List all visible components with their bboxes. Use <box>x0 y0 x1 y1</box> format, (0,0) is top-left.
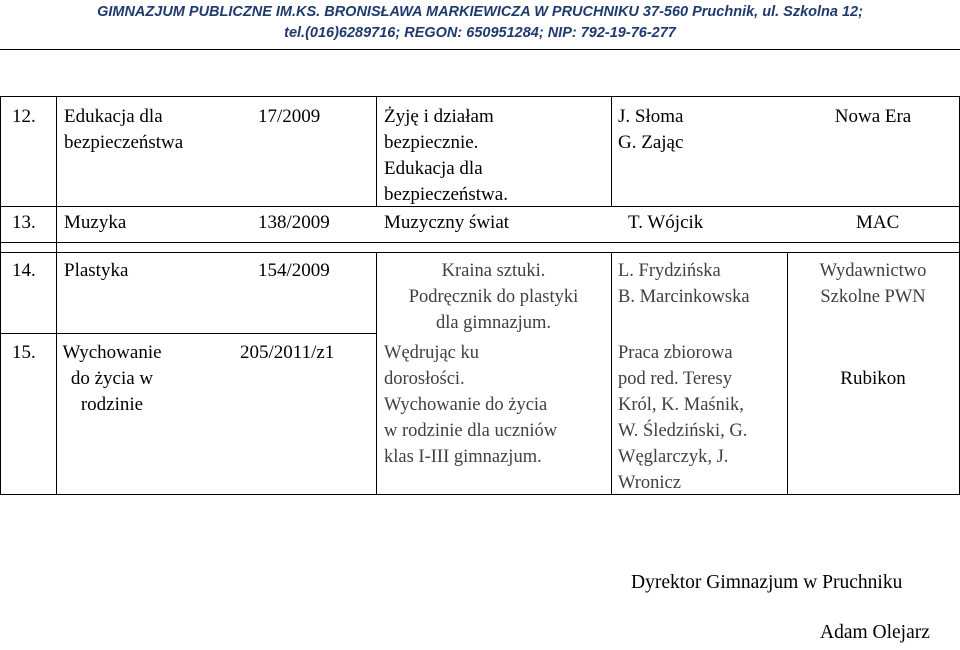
row-12-publisher: Nowa Era <box>834 106 912 127</box>
row-14-authors: L. Frydzińska B. Marcinkowska <box>618 261 750 307</box>
row-13-publisher: MAC <box>856 212 900 233</box>
row-12-subject: Edukacja dla bezpieczeństwa <box>64 106 184 153</box>
row-divider <box>0 242 960 243</box>
row-13-title: Muzyczny świat <box>384 212 510 233</box>
row-15-subject: Wychowanie do życia w rodzinie <box>62 342 162 415</box>
row-13-authors: T. Wójcik <box>628 212 704 233</box>
header-line-2: tel.(016)6289716; REGON: 650951284; NIP: 792-19-76-277 <box>284 25 676 41</box>
col-border <box>56 96 57 494</box>
row-13-number: 138/2009 <box>258 212 330 233</box>
row-13-subject: Muzyka <box>64 212 127 233</box>
row-14-number: 154/2009 <box>258 260 330 281</box>
header-line-1: GIMNAZJUM PUBLICZNE IM.KS. BRONISŁAWA MARKIEWICZA W PRUCHNIKU 37-560 Pruchnik, ul. Szkolna 12; <box>97 4 863 20</box>
col-border <box>611 252 612 494</box>
row-12-number: 17/2009 <box>258 106 321 127</box>
row-15-authors: Praca zbiorowa pod red. Teresy Król, K. Maśnik, W. Śledziński, G. Węglarczyk, J. Wronicz <box>618 343 748 493</box>
row-14-subject: Plastyka <box>64 260 129 281</box>
row-14-publisher: Wydawnictwo Szkolne PWN <box>819 261 927 307</box>
row-14-title: Kraina sztuki. Podręcznik do plastyki dla gimnazjum. <box>408 261 579 333</box>
row-12-no: 12. <box>12 106 36 127</box>
director-title: Dyrektor Gimnazjum w Pruchniku <box>631 572 903 593</box>
row-15-number: 205/2011/z1 <box>240 342 335 363</box>
row-14-no: 14. <box>12 260 36 281</box>
col-border <box>611 96 612 206</box>
row-12-title: Żyję i działam bezpiecznie. Edukacja dla bezpieczeństwa. <box>384 106 508 205</box>
col-border <box>0 96 1 494</box>
row-13-no: 13. <box>12 212 36 233</box>
table-border-top <box>0 96 960 97</box>
col-border <box>376 96 377 206</box>
row-15-publisher: Rubikon <box>840 368 906 389</box>
row-divider <box>0 252 960 253</box>
row-15-no: 15. <box>12 342 36 363</box>
table-border-bottom <box>0 494 960 495</box>
row-12-authors: J. Słoma G. Zając <box>618 106 684 153</box>
row-15-title: Wędrując ku dorosłości. Wychowanie do życia w rodzinie dla uczniów klas I-III gimnazjum. <box>384 343 558 467</box>
director-name: Adam Olejarz <box>820 622 930 643</box>
